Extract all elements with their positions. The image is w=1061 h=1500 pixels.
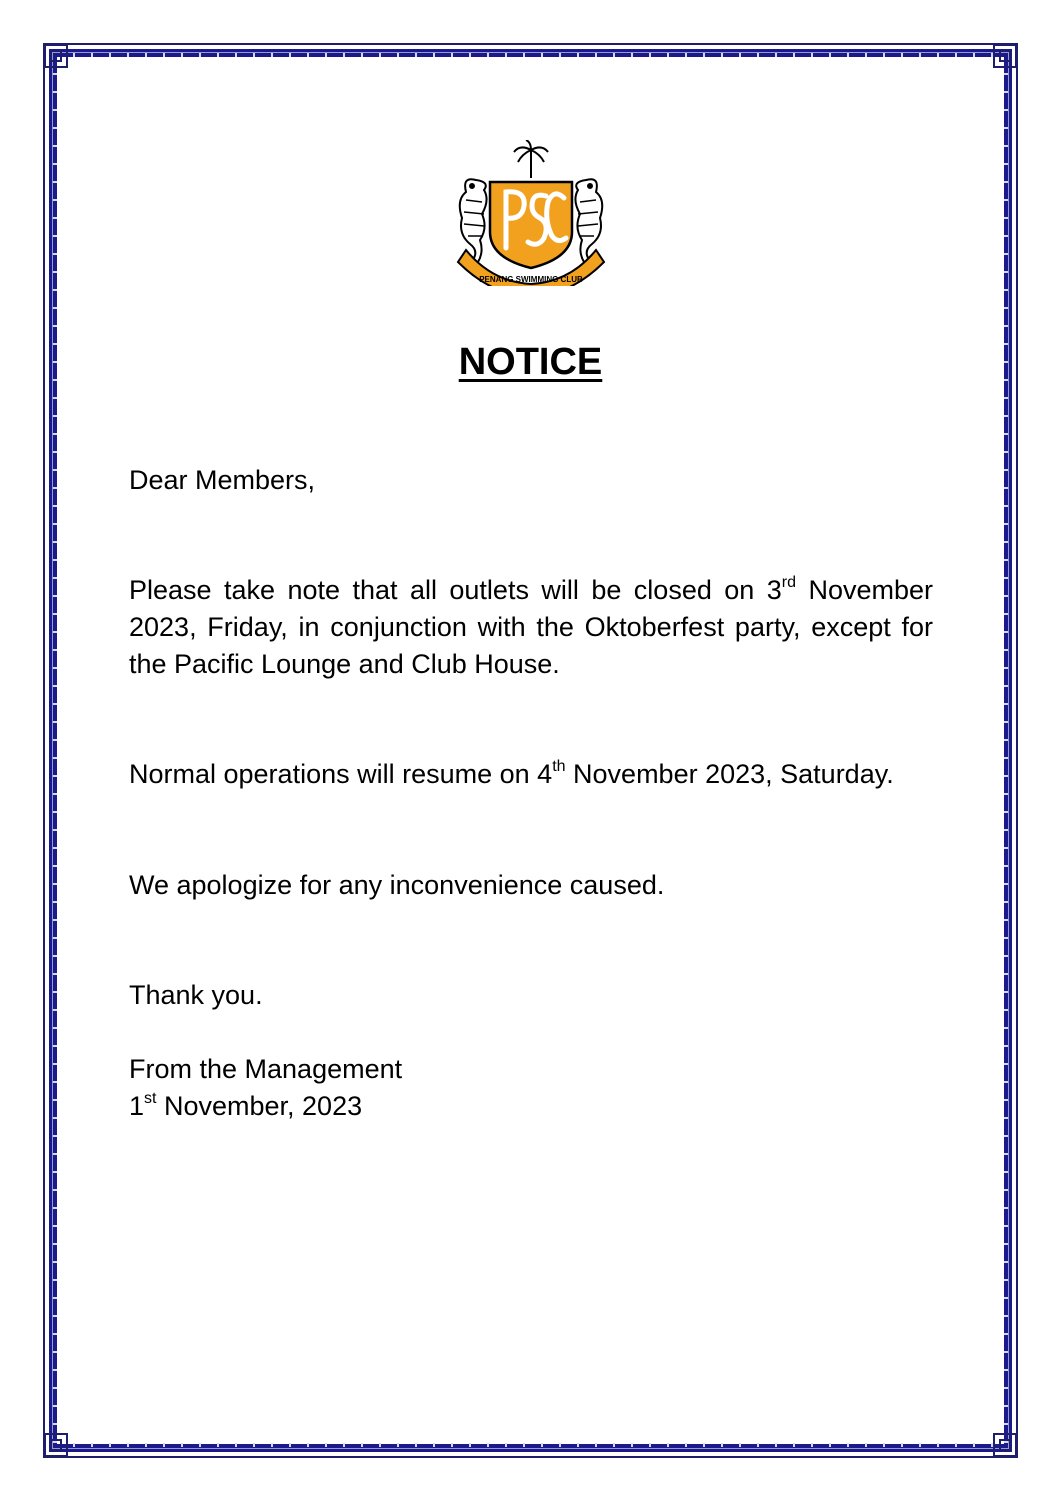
ordinal-suffix: st [144,1090,157,1107]
border-pattern-left [53,57,57,1444]
ordinal-suffix: rd [781,574,797,591]
seahorse-right-icon [575,179,602,262]
paragraph-text: Please take note that all outlets will be closed on 3 [129,575,782,605]
border-pattern-bottom [57,1443,1004,1447]
club-name-ribbon-text: PENANG SWIMMING CLUB [479,275,583,284]
paragraph-text: November 2023, Friday, in conjunction with the Oktoberfest party, except for the Pacific Lounge and Club House. [129,575,934,679]
palm-tree-icon [514,140,548,178]
closing-text: Thank you. [129,980,263,1010]
paragraph-text: Normal operations will resume on 4 [129,759,553,789]
notice-title: NOTICE [458,341,603,383]
date-day: 1 [129,1091,145,1121]
corner-ornament-icon [993,44,1017,68]
border-pattern-right [1004,57,1008,1444]
notice-date [129,1088,933,1125]
club-crest-logo [448,140,614,286]
paragraph-resume-notice [129,756,933,793]
corner-ornament-icon [44,1433,68,1457]
corner-ornament-icon [44,44,68,68]
paragraph-apology: We apologize for any inconvenience caused. [129,870,665,900]
date-rest: November, 2023 [156,1091,363,1121]
ordinal-suffix: th [552,758,566,775]
paragraph-text: November 2023, Saturday. [565,759,894,789]
border-pattern-top [57,53,1004,57]
paragraph-closure-notice [129,572,933,683]
seahorse-left-icon [460,179,487,262]
corner-ornament-icon [993,1433,1017,1457]
signature: From the Management [129,1054,403,1084]
salutation: Dear Members, [129,465,316,495]
